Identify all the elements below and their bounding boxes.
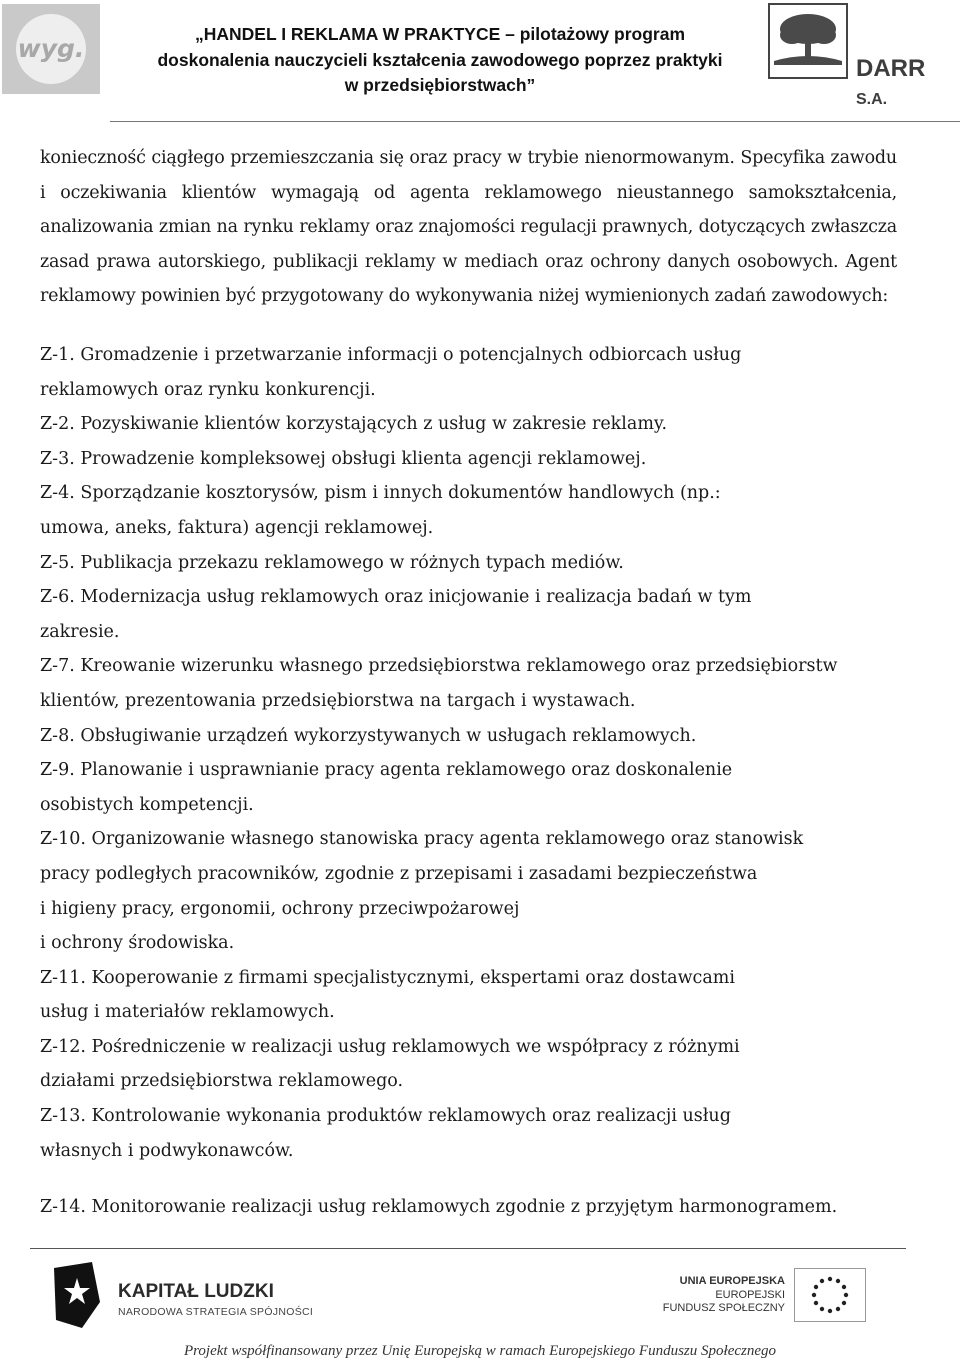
intro-line: analizowania zmian na rynku reklamy oraz znajomości regulacji prawnych, dotyczących zwłaszcza — [40, 217, 897, 238]
list-item: Z-9. Planowanie i usprawnianie pracy agenta reklamowego oraz doskonalenie — [40, 760, 733, 781]
list-item: Z-6. Modernizacja usług reklamowych oraz inicjowanie i realizacja badań w tym — [40, 587, 752, 608]
list-item: Z-4. Sporządzanie kosztorysów, pism i innych dokumentów handlowych (np.: — [40, 483, 721, 504]
header-line-2: doskonalenia nauczycieli kształcenia zawodowego poprzez praktyki — [157, 49, 723, 70]
list-item: Z-7. Kreowanie wizerunku własnego przedsiębiorstwa reklamowego oraz przedsiębiorstw — [40, 656, 838, 677]
kapital-ludzki-star-icon — [52, 1262, 102, 1328]
list-item: Z-11. Kooperowanie z firmami specjalistycznymi, ekspertami oraz dostawcami — [40, 967, 735, 988]
kapital-ludzki-title: KAPITAŁ LUDZKI — [118, 1281, 274, 1302]
list-item: Z-1. Gromadzenie i przetwarzanie informacji o potencjalnych odbiorcach usług — [40, 345, 742, 365]
eu-text — [660, 1275, 785, 1316]
intro-line: zasad prawa autorskiego, publikacji reklamy w mediach oraz ochrony danych osobowych. Agent — [40, 251, 897, 272]
tree-logo-icon — [768, 3, 848, 79]
intro-line: konieczność ciągłego przemieszczania się oraz pracy w trybie nienormowanym. Specyfika zawodu — [40, 148, 897, 168]
darr-name: DARR — [856, 55, 926, 82]
list-item: działami przedsiębiorstwa reklamowego. — [40, 1071, 404, 1092]
kapital-ludzki-subtitle: NARODOWA STRATEGIA SPÓJNOŚCI — [118, 1306, 314, 1318]
intro-line: i oczekiwania klientów wymagają od agenta reklamowego nieustannego samokształcenia, — [40, 182, 897, 203]
intro-paragraph — [40, 141, 897, 314]
footer-divider — [30, 1248, 906, 1249]
list-item: osobistych kompetencji. — [40, 794, 254, 815]
header-line-3: w przedsiębiorstwach” — [344, 75, 536, 95]
list-item: Z-2. Pozyskiwanie klientów korzystających z usług w zakresie reklamy. — [40, 414, 668, 435]
list-item: i ochrony środowiska. — [40, 933, 235, 954]
darr-logo-text — [856, 55, 958, 111]
list-item: własnych i podwykonawców. — [40, 1140, 294, 1161]
list-item: Z-8. Obsługiwanie urządzeń wykorzystywanych w usługach reklamowych. — [40, 725, 697, 746]
wyg-logo-text: wyg. — [17, 34, 85, 63]
wyg-logo — [2, 4, 100, 94]
list-item-last: Z-14. Monitorowanie realizacji usług reklamowych zgodnie z przyjętym harmonogramem. — [40, 1197, 838, 1217]
list-item: klientów, prezentowania przedsiębiorstwa na targach i wystawach. — [40, 690, 636, 711]
darr-logo — [768, 3, 958, 108]
task-list — [40, 338, 920, 1168]
eu-line-1: UNIA EUROPEJSKA — [679, 1275, 785, 1287]
list-item: Z-10. Organizowanie własnego stanowiska pracy agenta reklamowego oraz stanowisk — [40, 829, 804, 850]
list-item: usług i materiałów reklamowych. — [40, 1002, 335, 1023]
list-item: umowa, aneks, faktura) agencji reklamowej. — [40, 517, 434, 538]
list-item: zakresie. — [40, 621, 120, 642]
list-item: Z-13. Kontrolowanie wykonania produktów reklamowych oraz realizacji usług — [40, 1106, 731, 1127]
eu-flag-icon — [794, 1268, 866, 1322]
list-item: i higieny pracy, ergonomii, ochrony przeciwpożarowej — [40, 898, 520, 919]
darr-suffix: S.A. — [856, 91, 888, 108]
funding-note: Projekt współfinansowany przez Unię Europejską w ramach Europejskiego Funduszu Społecznego — [183, 1343, 777, 1359]
list-item: Z-5. Publikacja przekazu reklamowego w różnych typach mediów. — [40, 552, 624, 573]
list-item: Z-3. Prowadzenie kompleksowej obsługi klienta agencji reklamowej. — [40, 448, 647, 469]
intro-line: reklamowy powinien być przygotowany do wykonywania niżej wymienionych zadań zawodowych: — [40, 286, 889, 307]
document-header — [120, 22, 760, 99]
list-item: Z-12. Pośredniczenie w realizacji usług reklamowych we współpracy z różnymi — [40, 1036, 740, 1057]
eu-line-2: EUROPEJSKI — [715, 1288, 785, 1301]
header-line-1: „HANDEL I REKLAMA W PRAKTYCE – pilotażowy program — [194, 24, 686, 44]
list-item: reklamowych oraz rynku konkurencji. — [40, 379, 376, 400]
list-item: pracy podległych pracowników, zgodnie z przepisami i zasadami bezpieczeństwa — [40, 863, 758, 884]
eu-line-3: FUNDUSZ SPOŁECZNY — [662, 1302, 785, 1314]
header-divider — [110, 121, 960, 122]
